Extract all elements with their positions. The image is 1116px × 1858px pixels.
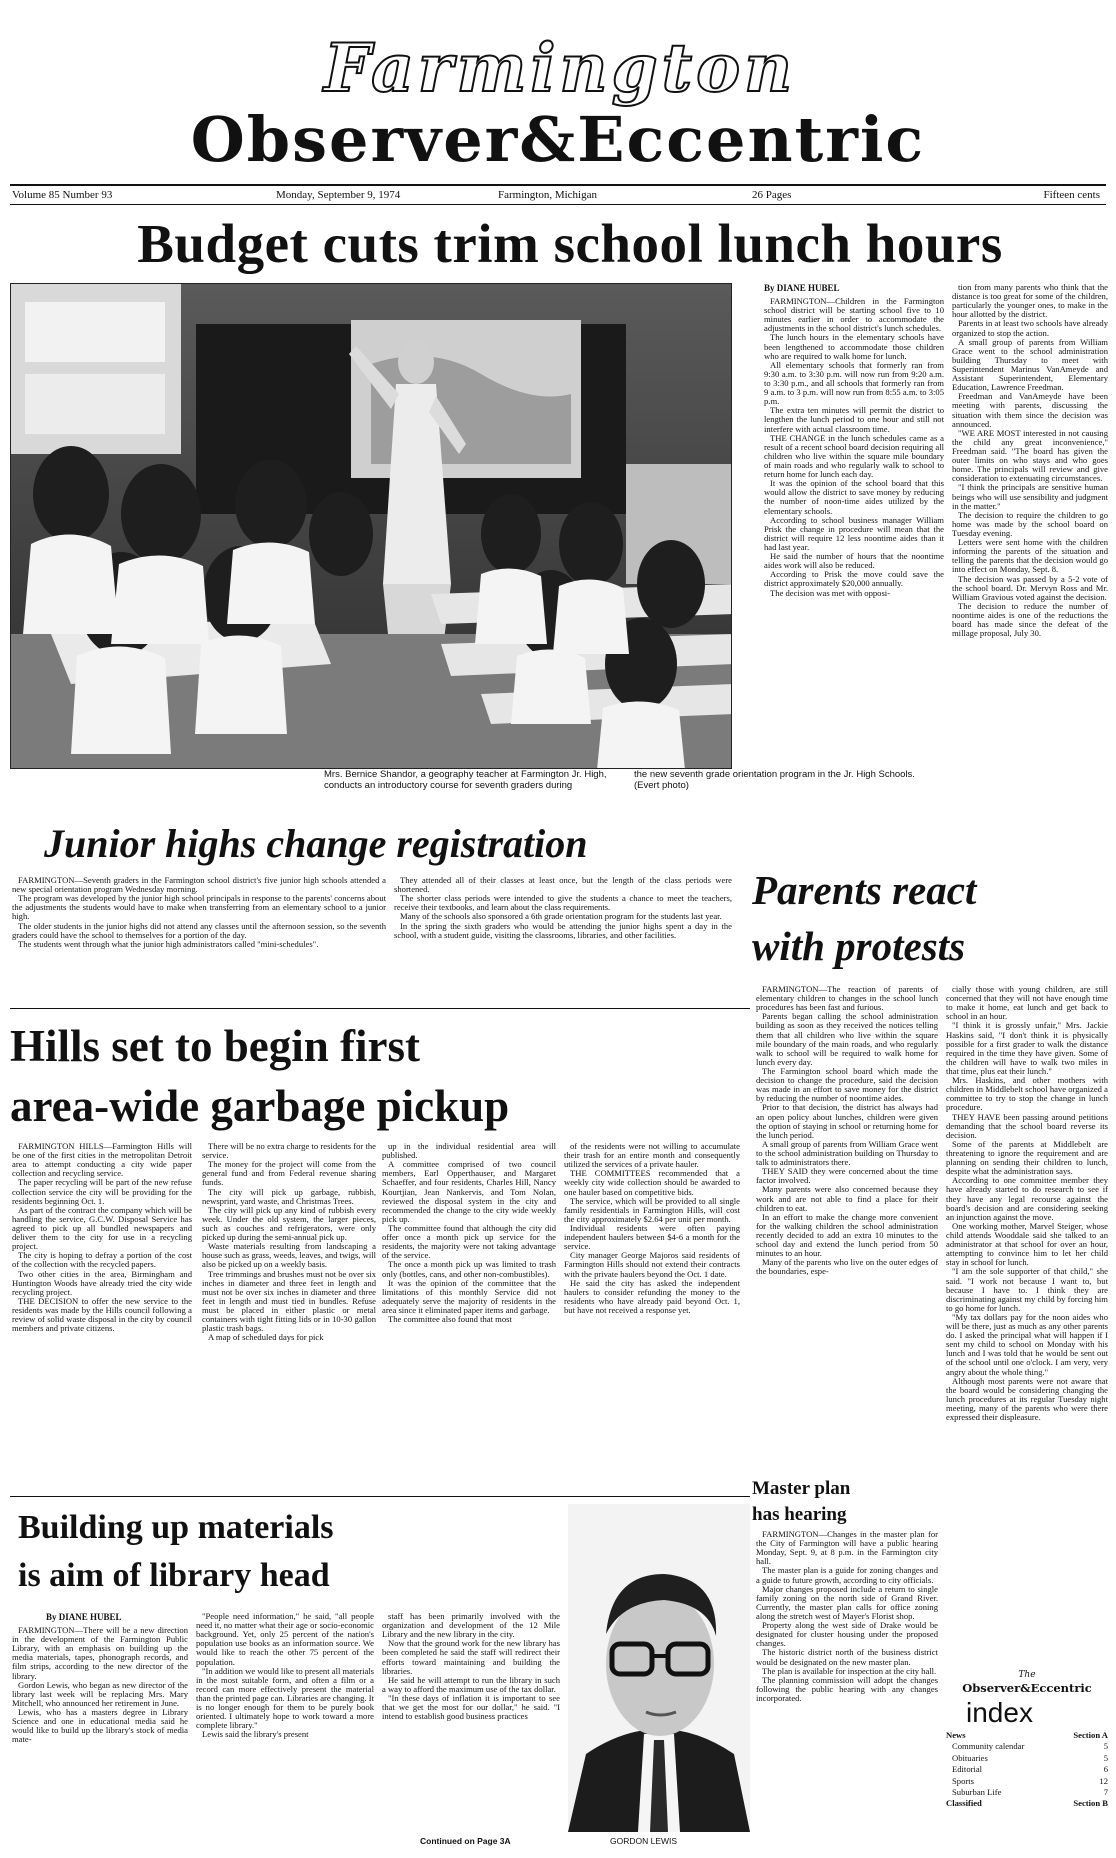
index-logo-line1: The bbox=[1018, 1670, 1036, 1680]
lunch-col2-p: The decision to require the children to go home was made by the school board on Tuesday evening. bbox=[952, 509, 1108, 538]
junior-col2-p: Many of the schools also sponsored a 6th grade orientation program for the students last year. bbox=[400, 911, 722, 922]
dateline-bar bbox=[12, 187, 1104, 203]
garbage-col1-p: The city is hoping to defray a portion of the cost of the collection with the recycled papers. bbox=[12, 1250, 192, 1270]
gordon-lewis-caption: GORDON LEWIS bbox=[610, 1836, 678, 1846]
index-row bbox=[946, 1787, 1108, 1798]
masterplan-p: Major changes proposed include a return to single family zoning on the north side of Grand River. Currently, the master plan calls for office zoning along the stretch west of Mayer's Florist shop. bbox=[756, 1583, 938, 1621]
garbage-col3-p: It was the opinion of the committee that the limitations of this monthly Service did not adequately serve the majority of residents in the area since it eliminated paper items and garbage. bbox=[382, 1277, 556, 1315]
library-column-3 bbox=[382, 1612, 560, 1721]
garbage-col2-p: The money for the project will come from the general fund and from Federal revenue sharing funds. bbox=[202, 1159, 376, 1188]
garbage-col4-p: Individual residents were often paying independent haulers between $4-6 a month for the service. bbox=[564, 1222, 740, 1252]
parents-col2-p: cially those with young children, are still concerned that they will not have enough time to make it home, eat lunch and get back to school in an hour. bbox=[946, 984, 1108, 1022]
classroom-photo bbox=[10, 283, 732, 769]
masterplan-p: Property along the west side of Drake would be designated for cluster housing under the proposed changes. bbox=[756, 1620, 938, 1649]
parents-col1-p: Parents began calling the school administration building as soon as they received the notices telling them that all children who live within the square mile boundary of the main roads, and who regularly walk to school will be required to walk home for lunch every day. bbox=[756, 1011, 938, 1067]
junior-headline: Junior highs change registration bbox=[44, 821, 588, 866]
section-rule bbox=[10, 1496, 750, 1497]
garbage-col3-p: The committee also found that most bbox=[388, 1314, 512, 1325]
junior-column-1 bbox=[12, 876, 386, 949]
lunch-byline: By DIANE HUBEL bbox=[764, 283, 840, 293]
masthead-rule-bottom bbox=[10, 204, 1106, 205]
index-box bbox=[946, 1670, 1108, 1854]
parents-col1-p: THEY SAID they were concerned about the time factor involved. bbox=[756, 1166, 938, 1186]
library-column-2 bbox=[196, 1612, 374, 1740]
masterplan-headline-line1: Master plan bbox=[752, 1478, 851, 1499]
garbage-column-2 bbox=[202, 1142, 376, 1342]
index-row bbox=[946, 1798, 1108, 1809]
lunch-col1-p: The decision was met with opposi- bbox=[770, 587, 891, 598]
garbage-col4-p: City manager George Majoros said residents of Farmington Hills should not extend their contracts with the private haulers beyond the Oct. 1 date. bbox=[564, 1250, 740, 1279]
index-row bbox=[946, 1741, 1108, 1752]
index-row-value: 6 bbox=[1103, 1764, 1108, 1775]
garbage-col4-p: The service, which will be provided to all single family residentials in Farmington Hills, will cost the city approximately $2.64 per unit per month. bbox=[564, 1195, 740, 1224]
photo-caption-right: the new seventh grade orientation program in the Jr. High Schools. (Evert photo) bbox=[634, 769, 915, 792]
garbage-col2-p: There will be no extra charge to residents for the service. bbox=[202, 1141, 376, 1161]
masthead-title-line2: Observer&Eccentric bbox=[190, 103, 926, 176]
masterplan-p: The master plan is a guide for zoning changes and a guide to future growth, according to city officials. bbox=[756, 1565, 938, 1585]
parents-col2-p: "My tax dollars pay for the noon aides who will be there, just as much as any other parents do. I asked the principal what will happen if I sent my child to school on Monday with his lunch and I was told that he would be sent out of the school until one o'clock. I am very, very angry about the whole thing." bbox=[946, 1311, 1108, 1377]
library-col2-p: "People need information," he said, "all people need it, no matter what their age or socio-economic background. Yet, only 25 percent of the nation's population use books as an information source. We would like to reach the other 75 percent of the population. bbox=[196, 1611, 374, 1667]
garbage-col1-p: Two other cities in the area, Birmingham and Huntington Woods have already tried the city wide recycling project. bbox=[12, 1268, 192, 1297]
index-row-label: Suburban Life bbox=[952, 1787, 1002, 1798]
index-row-label: Community calendar bbox=[952, 1741, 1025, 1752]
parents-col1-p: The Farmington school board which made the decision to change the procedure, said the decision was made in an effort to save money for the district by reducing the number of noontime aides. bbox=[756, 1065, 938, 1104]
parents-col1-p: FARMINGTON—The reaction of parents of elementary children to changes in the school lunch procedures has been fast and furious. bbox=[756, 984, 938, 1013]
parents-headline-line2: with protests bbox=[752, 923, 966, 969]
garbage-col3-p: The committee found that although the city did offer once a month pick up service for the residents, the majority were not taking advantage of the service. bbox=[382, 1222, 556, 1261]
parents-col2-p: "I think it is grossly unfair," Mrs. Jackie Haskins said, "I don't think it is physically possible for a first grader to walk the distance required in the time they have given. Some of the children will have to walk two miles in that time, plus eat their lunch." bbox=[946, 1020, 1108, 1076]
garbage-col1-p: The paper recycling will be part of the new refuse collection service the city will be providing for the residents beginning Oct. 1. bbox=[12, 1177, 192, 1206]
masterplan-p: The historic district north of the business district would be designated on the new master plan. bbox=[756, 1647, 938, 1667]
garbage-col4-p: He said the city has asked the independent haulers to consider refunding the money to the residents who have already paid beyond Oct. 1, but have not received a response yet. bbox=[564, 1277, 740, 1315]
dateline-place: Farmington, Michigan bbox=[498, 189, 597, 201]
index-logo: Observer&Eccentric bbox=[962, 1681, 1092, 1695]
garbage-col2-p: A map of scheduled days for pick bbox=[208, 1332, 324, 1343]
garbage-col2-p: The city will pick up any kind of rubbish every week. Under the old system, the larger pieces, such as couches and refrigerators, were only picked up during the semi-annual pick up. bbox=[202, 1204, 376, 1243]
garbage-col2-p: Tree trimmings and brushes must not be over six inches in diameter and three feet in length and must not be over six inches in diameter and three feet in length and must tied in bundles. Refuse must be placed in either plastic or metal containers with tight fitting lids or in 10-30 gallon plastic trash bags. bbox=[202, 1268, 376, 1334]
junior-col1-p: FARMINGTON—Seventh graders in the Farmington school district's five junior high schools attended a new special orientation program Wednesday morning. bbox=[12, 875, 386, 895]
parents-col1-p: A small group of parents from William Grace went to the school administration building on Thursday to talk to administrators there. bbox=[756, 1138, 938, 1168]
lunch-col1-p: He said the number of hours that the noontime aides work will also be reduced. bbox=[764, 551, 944, 571]
library-col3-p: He said he will attempt to run the library in such a way to afford the maximum use of the tax dollar. bbox=[382, 1674, 560, 1694]
lunch-col2-p: Parents in at least two schools have already organized to stop the action. bbox=[952, 318, 1108, 338]
index-row-label: News bbox=[946, 1730, 966, 1740]
parents-col1-p: In an effort to make the change more convenient for the walking children the school administration recently decided to add an extra 10 minutes to the school day and extend the lunch period from 50 minutes to an hour. bbox=[756, 1211, 938, 1259]
lunch-col1-p: According to Prisk the move could save the district approximately $20,000 annually. bbox=[764, 569, 944, 589]
parents-col2-p: Mrs. Haskins, and other mothers with children in Middlebelt school have organized a committee to try to stop the change in lunch procedure. bbox=[946, 1075, 1108, 1113]
library-col3-p: "In these days of inflation it is important to see that we get the most for our dollar," he said. "I intend to establish good business practices bbox=[382, 1692, 560, 1722]
index-list bbox=[946, 1730, 1108, 1810]
junior-col2-p: In the spring the sixth graders who would be attending the junior highs spent a day in the school, with a student guide, visiting the classrooms, libraries, and other facilities. bbox=[394, 920, 732, 940]
index-row bbox=[946, 1776, 1108, 1787]
library-col1-p: FARMINGTON—There will be a new direction in the development of the Farmington Public Library, with an emphasis on building up the media materials, tapes, phonograph records, and film strips, according to the new director of the library. bbox=[12, 1625, 188, 1681]
garbage-column-1 bbox=[12, 1142, 192, 1333]
library-col2-p: Lewis said the library's present bbox=[202, 1729, 309, 1740]
garbage-column-4 bbox=[564, 1142, 740, 1315]
library-col1-p: Gordon Lewis, who began as new director of the library last week will be replacing Mrs. Mary Mitchell, who announced her retirement in June. bbox=[12, 1679, 188, 1708]
lunch-headline: Budget cuts trim school lunch hours bbox=[137, 213, 1003, 274]
library-col3-p: staff has been primarily involved with the organization and development of the 12 Mile Library and the new library in the city. bbox=[382, 1611, 560, 1640]
masterplan-p: FARMINGTON—Changes in the master plan for the City of Farmington will have a public hearing Monday, Sept. 9, at 8 p.m. in the Farmington city hall. bbox=[756, 1529, 938, 1567]
masthead-title-line1: Farmington bbox=[323, 29, 797, 107]
masterplan-headline-line2: has hearing bbox=[752, 1504, 847, 1525]
junior-col2-p: The shorter class periods were intended to give the students a chance to meet the teachers, receive their textbooks, and learn about the class requirements. bbox=[394, 893, 732, 913]
garbage-column-3 bbox=[382, 1142, 556, 1324]
lunch-col1-p: THE CHANGE in the lunch schedules came as a result of a recent school board decision requiring all children who live within the square mile boundary of main roads and who regularly walk to school to return home for lunch each day. bbox=[764, 432, 944, 480]
lunch-col2-p: The decision to reduce the number of noontime aides is one of the reductions the board has made since the defeat of the millage proposal, July 30. bbox=[952, 600, 1108, 639]
junior-col1-p: The older students in the junior highs did not attend any classes until the afternoon session, so the seventh graders could have the school to themselves for a portion of the day. bbox=[12, 920, 386, 940]
lunch-column-2 bbox=[952, 283, 1108, 638]
lunch-col2-p: "WE ARE MOST interested in not causing the child any great inconvenience," Freedman said. "The board has given the outer limits on who stays and who goes home. The principals will review and give consideration to extenuating circumstances. bbox=[952, 427, 1108, 484]
junior-col1-p: The students went through what the junior high administrators called "mini-schedules". bbox=[18, 938, 319, 949]
parents-col2-p: Some of the parents at Middlebelt are threatening to ignore the requirement and are planning on sending their children to lunch, despite what the administration says. bbox=[946, 1138, 1108, 1177]
garbage-headline-line1: Hills set to begin first bbox=[10, 1021, 420, 1071]
library-headline-line1: Building up materials bbox=[18, 1509, 334, 1546]
library-byline: By DIANE HUBEL bbox=[46, 1612, 122, 1622]
garbage-col4-p: of the residents were not willing to accumulate their trash for an entire month and consequently utilized the services of a private hauler. bbox=[564, 1141, 740, 1170]
garbage-col1-p: FARMINGTON HILLS—Farmington Hills will be one of the first cities in the metropolitan Detroit area to attempt conducting a city wide paper collection and recycling service. bbox=[12, 1141, 192, 1179]
index-row-value: Section B bbox=[1073, 1798, 1108, 1809]
lunch-col2-p: The decision was passed by a 5-2 vote of the school board. Dr. Mervyn Ross and Mr. William Gravious voted against the decision. bbox=[952, 573, 1108, 602]
price: Fifteen cents bbox=[1043, 189, 1100, 201]
masterplan-column bbox=[756, 1530, 938, 1703]
garbage-col4-p: THE COMMITTEES recommended that a weekly city wide collection should be awarded to one hauler based on competitive bids. bbox=[564, 1168, 740, 1197]
lunch-col2-p: tion from many parents who think that the distance is too great for some of the children, particularly the younger ones, to make in the hour allotted by the district. bbox=[952, 282, 1108, 320]
library-col2-p: "In addition we would like to present all materials in the most suitable form, and often a film or a record can more effectively present the material than the printed page can. Libraries are changing. It is no longer enough for them to be purely book oriented. I ultimately hope to work toward a more complete library." bbox=[196, 1665, 374, 1731]
lunch-column-1 bbox=[764, 297, 944, 598]
garbage-col3-p: A committee comprised of two council members, Earl Opperthauser, and Margaret Schaeffer, and four residents, Charles Hill, Nancy Kourtjian, Jean Nankervis, and Tom Nolan, reviewed the disposal system in the city and recommended the change to the city wide weekly pick up. bbox=[382, 1159, 556, 1224]
page-count: 26 Pages bbox=[752, 189, 792, 201]
index-title: index bbox=[966, 1697, 1033, 1728]
junior-col1-p: The program was developed by the junior high school principals in response to the parents' concerns about the adjustments the students would have to make when transferring from an elementary school to a junior high. bbox=[12, 893, 386, 922]
continued-note: Continued on Page 3A bbox=[420, 1836, 511, 1846]
parents-col2-p: Although most parents were not aware that the board would be considering changing the lunch procedures at its regular Tuesday night meeting, many of the parents who were there expressed their displeasure. bbox=[946, 1375, 1108, 1423]
index-row-value: 12 bbox=[1099, 1775, 1108, 1786]
index-row bbox=[946, 1730, 1108, 1741]
parents-headline-line1: Parents react bbox=[752, 867, 977, 913]
section-rule bbox=[10, 1008, 750, 1009]
masterplan-p: The plan is available for inspection at the city hall. bbox=[762, 1665, 937, 1676]
gordon-lewis-photo bbox=[568, 1504, 750, 1832]
volume-number: Volume 85 Number 93 bbox=[12, 189, 113, 201]
garbage-col3-p: The once a month pick up was limited to trash only (bottles, cans, and other non-combustibles). bbox=[382, 1259, 556, 1279]
lunch-col1-p: All elementary schools that formerly ran from 9:30 a.m. to 3:30 p.m. will now run from 9:20 a.m. to 3:30 p.m., and all schools that formerly ran from 9 a.m. to 3 p.m. will now run from 8:55 a.m. to 3:05 p.m. bbox=[764, 359, 944, 407]
garbage-col1-p: THE DECISION to offer the new service to the residents was made by the Hills council following a review of solid waste disposal in the city by council members and private citizens. bbox=[12, 1295, 192, 1334]
library-column-1 bbox=[12, 1626, 188, 1744]
index-row-value: 5 bbox=[1103, 1752, 1108, 1763]
lunch-col2-p: Freedman and VanAmeyde have been meeting with parents, discussing the situation with them since the decision was announced. bbox=[952, 391, 1108, 429]
index-row-value: 5 bbox=[1103, 1741, 1108, 1752]
masthead-rule-top bbox=[10, 184, 1106, 186]
parents-col1-p: Many of the parents who live on the outer edges of the boundaries, espe- bbox=[756, 1257, 938, 1277]
lunch-col1-p: According to school business manager William Prisk the change in procedure will mean that the district will require 12 less noontime aides than it had last year. bbox=[764, 514, 944, 552]
lunch-col1-p: FARMINGTON—Children in the Farmington school district will be starting school five to 10 minutes earlier in order to accommodate the adjustments in the school district's lunch schedules. bbox=[764, 296, 944, 334]
parents-col2-p: According to one committee member they have already started to do research to see if they have any legal recourse against the board's decision and are considering seeking an injunction against the move. bbox=[946, 1175, 1108, 1222]
lunch-col1-p: The extra ten minutes will permit the district to lengthen the lunch period to one hour and still not interfere with actual classroom time. bbox=[764, 405, 944, 434]
library-col3-p: Now that the ground work for the new library has been completed he said the staff will redirect their efforts toward maintaining and building the libraries. bbox=[382, 1638, 560, 1676]
parents-col2-p: "I am the sole supporter of that child," she said. "I work not because I want to, but because I have to. I think they are discriminating against my child by forcing him to go home for lunch. bbox=[946, 1266, 1108, 1313]
parents-col2-p: THEY HAVE been passing around petitions demanding that the school board reverse its decision. bbox=[946, 1111, 1108, 1140]
photo-caption-left: Mrs. Bernice Shandor, a geography teacher at Farmington Jr. High, conducts an introductory course for seventh graders during bbox=[324, 769, 607, 792]
index-row bbox=[946, 1764, 1108, 1775]
garbage-col3-p: up in the individual residential area will published. bbox=[382, 1141, 556, 1161]
index-row-label: Sports bbox=[952, 1775, 974, 1786]
index-row-value: 7 bbox=[1103, 1787, 1108, 1798]
garbage-headline bbox=[10, 1016, 750, 1136]
garbage-col1-p: As part of the contract the company which will be handling the service, G.C.W. Disposal Service has agreed to pick up all bundled newspapers and deliver them to the city for use in a recycling project. bbox=[12, 1204, 192, 1252]
lunch-col2-p: "I think the principals are sensitive human beings who will use sensibility and judgment in the matter." bbox=[952, 482, 1108, 511]
lunch-col1-p: The lunch hours in the elementary schools have been lengthened to accommodate those children who are required to walk home for lunch. bbox=[764, 332, 944, 361]
lunch-col2-p: Letters were sent home with the children informing the parents of the situation and telling the parents that the decision would go into effect on Monday, Sept. 8. bbox=[952, 537, 1108, 575]
index-row-label: Obituaries bbox=[952, 1752, 988, 1763]
lunch-col2-p: A small group of parents from William Grace went to the school administration building Thursday to meet with Superintendent Marinus VanAmeyde and Assistant Superintendent, Elementary Education, Lawrence Freedman. bbox=[952, 336, 1108, 393]
issue-date: Monday, September 9, 1974 bbox=[276, 189, 401, 201]
index-row-label: Classified bbox=[946, 1798, 982, 1809]
index-row-value: Section A bbox=[1073, 1730, 1108, 1740]
parents-column-2 bbox=[946, 985, 1108, 1422]
parents-headline bbox=[752, 862, 1108, 974]
parents-col1-p: Prior to that decision, the district has always had an open policy about lunches, children were given the option of staying in school or returning home for the lunch period. bbox=[756, 1102, 938, 1140]
junior-col2-p: They attended all of their classes at least once, but the length of the class periods were shortened. bbox=[394, 875, 732, 895]
library-headline-line2: is aim of library head bbox=[18, 1557, 330, 1594]
masterplan-p: The planning commission will adopt the changes following the public hearing with any changes incorporated. bbox=[756, 1674, 938, 1703]
garbage-col2-p: The city will pick up garbage, rubbish, newsprint, yard waste, and Christmas Trees. bbox=[202, 1186, 376, 1206]
masterplan-headline bbox=[752, 1476, 936, 1528]
parents-column-1 bbox=[756, 985, 938, 1277]
parents-col1-p: Many parents were also concerned because they work and are not able to find a place for their children to eat. bbox=[756, 1184, 938, 1213]
index-row bbox=[946, 1753, 1108, 1764]
library-headline bbox=[18, 1504, 578, 1600]
index-row-label: Editorial bbox=[952, 1764, 983, 1775]
library-col1-p: Lewis, who has a masters degree in Library Science and one in educational media said he would like to build up the library's stock of media mate- bbox=[12, 1706, 188, 1745]
garbage-col2-p: Waste materials resulting from landscaping a house such as grass, weeds, leaves, and twigs, will also be picked up on a weekly basis. bbox=[202, 1241, 376, 1270]
junior-column-2 bbox=[394, 876, 732, 940]
parents-col2-p: One working mother, Marvel Steiger, whose child attends Wooddale said she talked to an administrator at that school for over an hour, attempting to convince him to let her child stay in school for lunch. bbox=[946, 1220, 1108, 1268]
garbage-headline-line2: area-wide garbage pickup bbox=[10, 1081, 510, 1131]
lunch-col1-p: It was the opinion of the school board that this would allow the district to save money by reducing the number of noon-time aides utilized by the elementary schools. bbox=[764, 478, 944, 516]
